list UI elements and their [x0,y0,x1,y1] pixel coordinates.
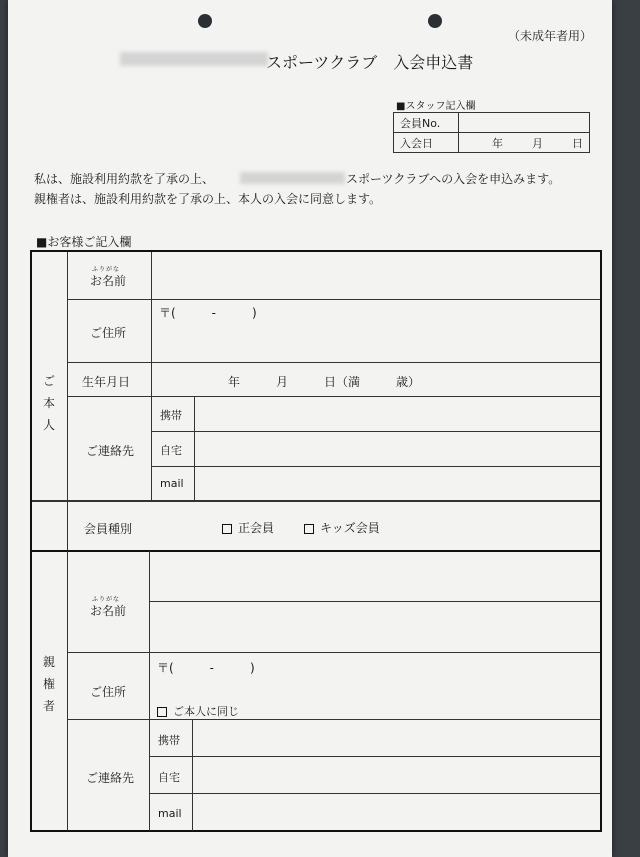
redacted-club-name [240,172,345,184]
same-as-self-checkbox[interactable] [157,707,167,717]
self-mail-field[interactable] [198,469,598,499]
form-title: スポーツクラブ 入会申込書 [266,53,474,72]
member-type-label: 会員種別 [84,522,133,536]
self-name-label: お名前 [90,274,127,288]
join-date-field[interactable] [459,133,590,153]
statement-1a: 私は、施設利用約款を了承の上、 [34,172,215,186]
staff-heading: ■スタッフ記入欄 [396,101,476,112]
form-sheet [8,0,612,857]
regular-member-label: 正会員 [238,521,275,535]
self-home-label: 自宅 [160,444,182,457]
guardian-home-label: 自宅 [158,771,180,784]
month-unit: 月 [532,136,543,150]
same-as-self-label: ご本人に同じ [173,705,239,718]
self-section [30,250,602,552]
statement-1b: スポーツクラブへの入会を申込みます。 [346,172,561,186]
regular-member-checkbox[interactable] [222,524,232,534]
guardian-mobile-label: 携帯 [158,734,180,747]
regular-member-option[interactable] [222,519,274,536]
same-as-self-option[interactable] [157,703,239,719]
self-birth-field[interactable]: 年 月 日（満 歳） [228,375,421,389]
member-no-label: 会員No. [394,113,459,133]
self-mail-label: mail [160,477,184,490]
customer-heading: ■お客様ご記入欄 [36,235,132,249]
statement-2: 親権者は、施設利用約款を了承の上、本人の入会に同意します。 [34,192,382,206]
guardian-name-field[interactable] [152,553,598,650]
self-mobile-field[interactable] [198,399,598,429]
staff-table [393,112,590,153]
guardian-home-field[interactable] [196,759,598,791]
guardian-section [30,550,602,832]
self-contact-label: ご連絡先 [86,444,135,458]
punch-hole [198,14,212,28]
self-address-label: ご住所 [90,326,127,340]
year-unit: 年 [492,136,503,150]
guardian-mobile-field[interactable] [196,722,598,754]
self-birth-label: 生年月日 [82,375,131,389]
furigana-label: ふりがな [92,596,121,603]
join-date-label: 入会日 [394,133,459,153]
guardian-contact-label: ご連絡先 [86,771,135,785]
self-home-field[interactable] [198,434,598,464]
self-mobile-label: 携帯 [160,409,182,422]
guardian-postal-field[interactable]: 〒( - ) [157,661,255,675]
kids-member-option[interactable] [304,519,380,536]
guardian-mail-field[interactable] [196,796,598,829]
guardian-side-label: 親 権 者 [42,655,55,713]
furigana-label: ふりがな [92,266,121,273]
kids-member-checkbox[interactable] [304,524,314,534]
minor-note: （未成年者用） [508,29,593,43]
guardian-mail-label: mail [158,807,182,820]
punch-hole [428,14,442,28]
self-side-label: ご 本 人 [42,374,55,432]
kids-member-label: キッズ会員 [320,521,380,535]
guardian-address-label: ご住所 [90,685,127,699]
member-no-field[interactable] [459,113,590,133]
day-unit: 日 [572,136,583,150]
guardian-name-label: お名前 [90,604,127,618]
self-postal-field[interactable]: 〒( - ) [159,306,257,320]
self-name-field[interactable] [154,255,598,297]
redacted-club-name [120,52,268,66]
